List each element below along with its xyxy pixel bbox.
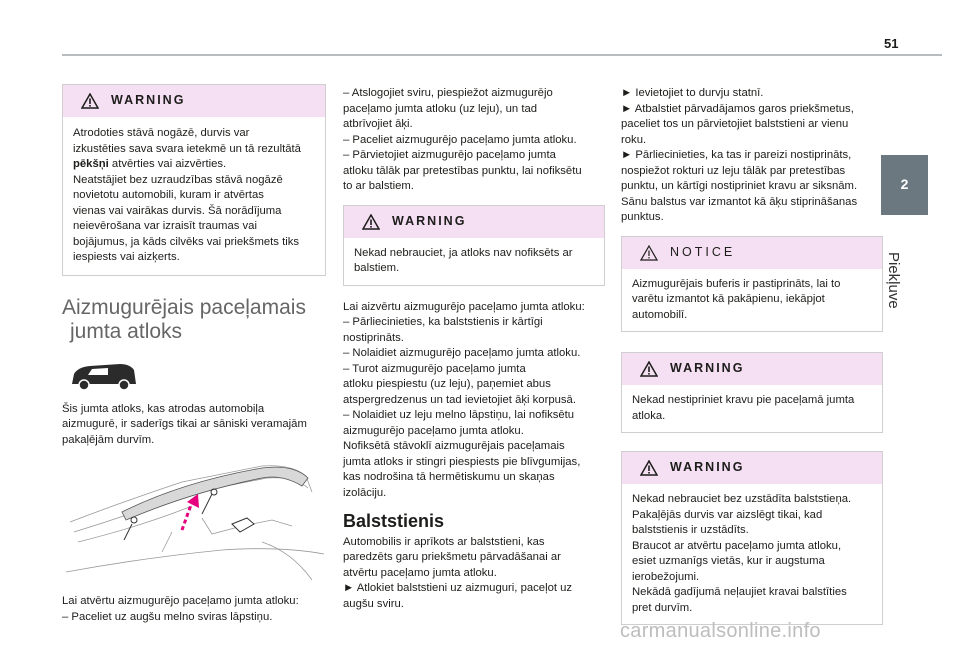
warning-header xyxy=(344,206,604,238)
text-line: varētu izmantot kā pakāpienu, iekāpjot xyxy=(632,293,825,305)
text-line: punktu, un kārtīgi nostipriniet kravu ar siksnām. xyxy=(621,180,858,192)
text-line: Pakaļējās durvis var aizslēgt tikai, kad xyxy=(632,508,823,521)
open-instructions xyxy=(62,594,326,625)
balststienis-text xyxy=(343,535,605,613)
text-line: Nekādā gadījumā neļaujiet kravai balstīties xyxy=(632,586,847,598)
notice-header xyxy=(622,237,882,269)
close-steps xyxy=(343,300,605,502)
text-line: izolāciju. xyxy=(343,486,387,499)
text-line: Nofiksētā stāvoklī aizmugurējais paceļamais xyxy=(343,440,565,452)
text-line: Sānu balstus var izmantot kā āķu stiprināšanas xyxy=(621,195,858,208)
text-line: Braucot ar atvērtu paceļamo jumta atloku, xyxy=(632,539,842,552)
bar-steps xyxy=(621,86,883,226)
chapter-tab-rule xyxy=(881,213,928,215)
text-line: Atrodoties stāvā nogāzē, durvis var xyxy=(73,127,250,139)
section-title xyxy=(62,296,326,344)
text-line: – Paceliet uz augšu melno sviras lāpstiņu. xyxy=(62,610,273,623)
warning-triangle-icon xyxy=(362,214,380,230)
text-line: atloka. xyxy=(632,409,666,422)
text-line: – Nolaidiet aizmugurējo paceļamo jumta atloku. xyxy=(343,347,581,359)
text-line: balststienis ir uzstādīts. xyxy=(632,524,749,536)
text-line: Aizmugurējais buferis ir pastiprināts, lai to xyxy=(632,277,841,290)
top-rule xyxy=(62,54,942,56)
warning-triangle-icon xyxy=(640,361,658,377)
van-icon xyxy=(68,358,140,394)
text-line: paredzēts garu priekšmetu pārvadāšanai ar xyxy=(343,551,561,563)
warning-title: WARNING xyxy=(670,460,745,475)
text-line: – Pārliecinieties, ka balststienis ir kārtīgi xyxy=(343,316,543,328)
text-line: Neatstājiet bez uzraudzības stāvā nogāzē xyxy=(73,173,283,186)
text-line: paceliet tos un pārvietojiet balststieni ar vienu xyxy=(621,118,849,130)
text-line: iespiests vai aizķerts. xyxy=(73,251,180,263)
text-line: Lai aizvērtu aizmugurējo paceļamo jumta atloku: xyxy=(343,300,585,313)
text-line: – Atslogojiet sviru, piespiežot aizmugurējo xyxy=(343,87,553,99)
direction-arrow-icon xyxy=(182,494,199,530)
warning-triangle-icon xyxy=(81,93,99,109)
text-line: kas nodrošina tā hermētiskumu un skaņas xyxy=(343,471,555,483)
roof-flap-illustration xyxy=(62,462,326,582)
text-line: nospiežot rokturi uz leju tālāk par pretestības xyxy=(621,164,846,177)
text-fragment: atvērties vai aizvērties. xyxy=(108,158,227,170)
bold-word: pēkšņi xyxy=(73,158,109,170)
text-line: Šis jumta atloks, kas atrodas automobiļa xyxy=(62,402,265,415)
text-line: roku. xyxy=(621,133,647,146)
balststienis-title: Balststienis xyxy=(343,511,445,531)
text-line: – Nolaidiet uz leju melno lāpstiņu, lai nofiksētu xyxy=(343,409,575,421)
text-line: bojājumus, ja kāds cilvēks vai priekšmets tiks xyxy=(73,235,300,248)
text-line: – Paceliet aizmugurējo paceļamo jumta atloku. xyxy=(343,133,577,146)
warning-header xyxy=(63,85,325,117)
text-line: augšu sviru. xyxy=(343,597,404,610)
lift-steps xyxy=(343,86,605,195)
text-line: ► Pārliecinieties, ka tas ir pareizi nostiprināts, xyxy=(621,149,852,161)
text-line: ► Atbalstiet pārvadājamos garos priekšmetus, xyxy=(621,102,854,115)
text-line: nostiprināts. xyxy=(343,331,404,344)
chapter-label: Piekļuve xyxy=(885,252,902,309)
column-1 xyxy=(62,84,326,625)
text-line: novietotu automobili, kuram ir atvērtas xyxy=(73,189,264,201)
text-line: atvērtu paceļamo jumta atloku. xyxy=(343,566,497,579)
text-line: Automobilis ir aprīkots ar balststieni, kas xyxy=(343,535,545,548)
text-line: ► Atlokiet balststieni uz aizmuguri, paceļot uz xyxy=(343,582,573,594)
warning-box-1 xyxy=(62,84,326,276)
text-line: ierobežojumi. xyxy=(632,570,700,583)
column-3 xyxy=(621,86,883,625)
text-line: vienas vai vairākas durvis. Šā norādījuma xyxy=(73,204,282,217)
section-title-line: jumta atloks xyxy=(70,319,183,343)
text-line: – Turot aizmugurējo paceļamo jumta xyxy=(343,362,526,375)
text-line: pakaļējām durvīm. xyxy=(62,433,155,446)
text-line: Nekad nebrauciet, ja atloks nav nofiksēts ar xyxy=(354,246,573,259)
page-number: 51 xyxy=(884,36,899,51)
text-line: aizmugurējo paceļamo jumta atloku. xyxy=(343,424,524,437)
column-2 xyxy=(343,86,605,612)
chapter-tab[interactable]: 2 xyxy=(881,155,928,213)
warning-box-3 xyxy=(621,352,883,433)
text-line: to ar balstiem. xyxy=(343,180,414,192)
warning-header xyxy=(622,452,882,484)
text-line: atloku tālāk par pretestības punktu, lai nofiksētu xyxy=(343,164,582,177)
notice-title: NOTICE xyxy=(670,244,736,259)
text-line: automobilī. xyxy=(632,308,688,321)
warning-title: WARNING xyxy=(670,361,745,376)
text-line: atspergredzenus un tad ievietojiet āķi korpusā. xyxy=(343,393,576,406)
text-line: aizmugurē, ir saderīgs tikai ar sāniski veramajām xyxy=(62,418,307,430)
warning-triangle-icon xyxy=(640,460,658,476)
warning-title: WARNING xyxy=(392,213,467,228)
warning-title: WARNING xyxy=(111,93,186,108)
text-line: punktus. xyxy=(621,211,664,223)
text-line: paceļamo jumta atloku (uz leju), un tad xyxy=(343,102,538,115)
text-line: Lai atvērtu aizmugurējo paceļamo jumta atloku: xyxy=(62,595,299,607)
text-line: Nekad nebrauciet bez uzstādīta balststieņa. xyxy=(632,493,852,505)
text-line: neievērošana var izraisīt traumas vai xyxy=(73,220,257,232)
warning-box-4 xyxy=(621,451,883,625)
footer-watermark: carmanualsonline.info xyxy=(620,620,821,642)
notice-triangle-icon xyxy=(640,245,658,261)
text-line: atbrīvojiet āķi. xyxy=(343,118,413,130)
text-line: izkustēties sava svara ietekmē un tā rezultātā xyxy=(73,142,301,155)
text-line: Nekad nestipriniet kravu pie paceļamā jumta xyxy=(632,394,855,406)
intro-paragraph xyxy=(62,402,326,449)
notice-box xyxy=(621,236,883,333)
text-line: ► Ievietojiet to durvju statnī. xyxy=(621,87,764,99)
warning-box-2 xyxy=(343,205,605,286)
text-line: pret durvīm. xyxy=(632,601,693,614)
text-line: atloku piespiestu (uz leju), paņemiet abus xyxy=(343,378,551,390)
text-line xyxy=(73,157,315,173)
text-line: balstiem. xyxy=(354,262,400,274)
text-line: esiet uzmanīgs vietās, kur ir augstuma xyxy=(632,555,825,567)
warning-header xyxy=(622,353,882,385)
section-title-line: Aizmugurējais paceļamais xyxy=(62,295,306,319)
text-line: jumta atloks ir stingri piespiests pie blīvgumijas, xyxy=(343,455,581,468)
text-line: – Pārvietojiet aizmugurējo paceļamo jumta xyxy=(343,149,556,161)
